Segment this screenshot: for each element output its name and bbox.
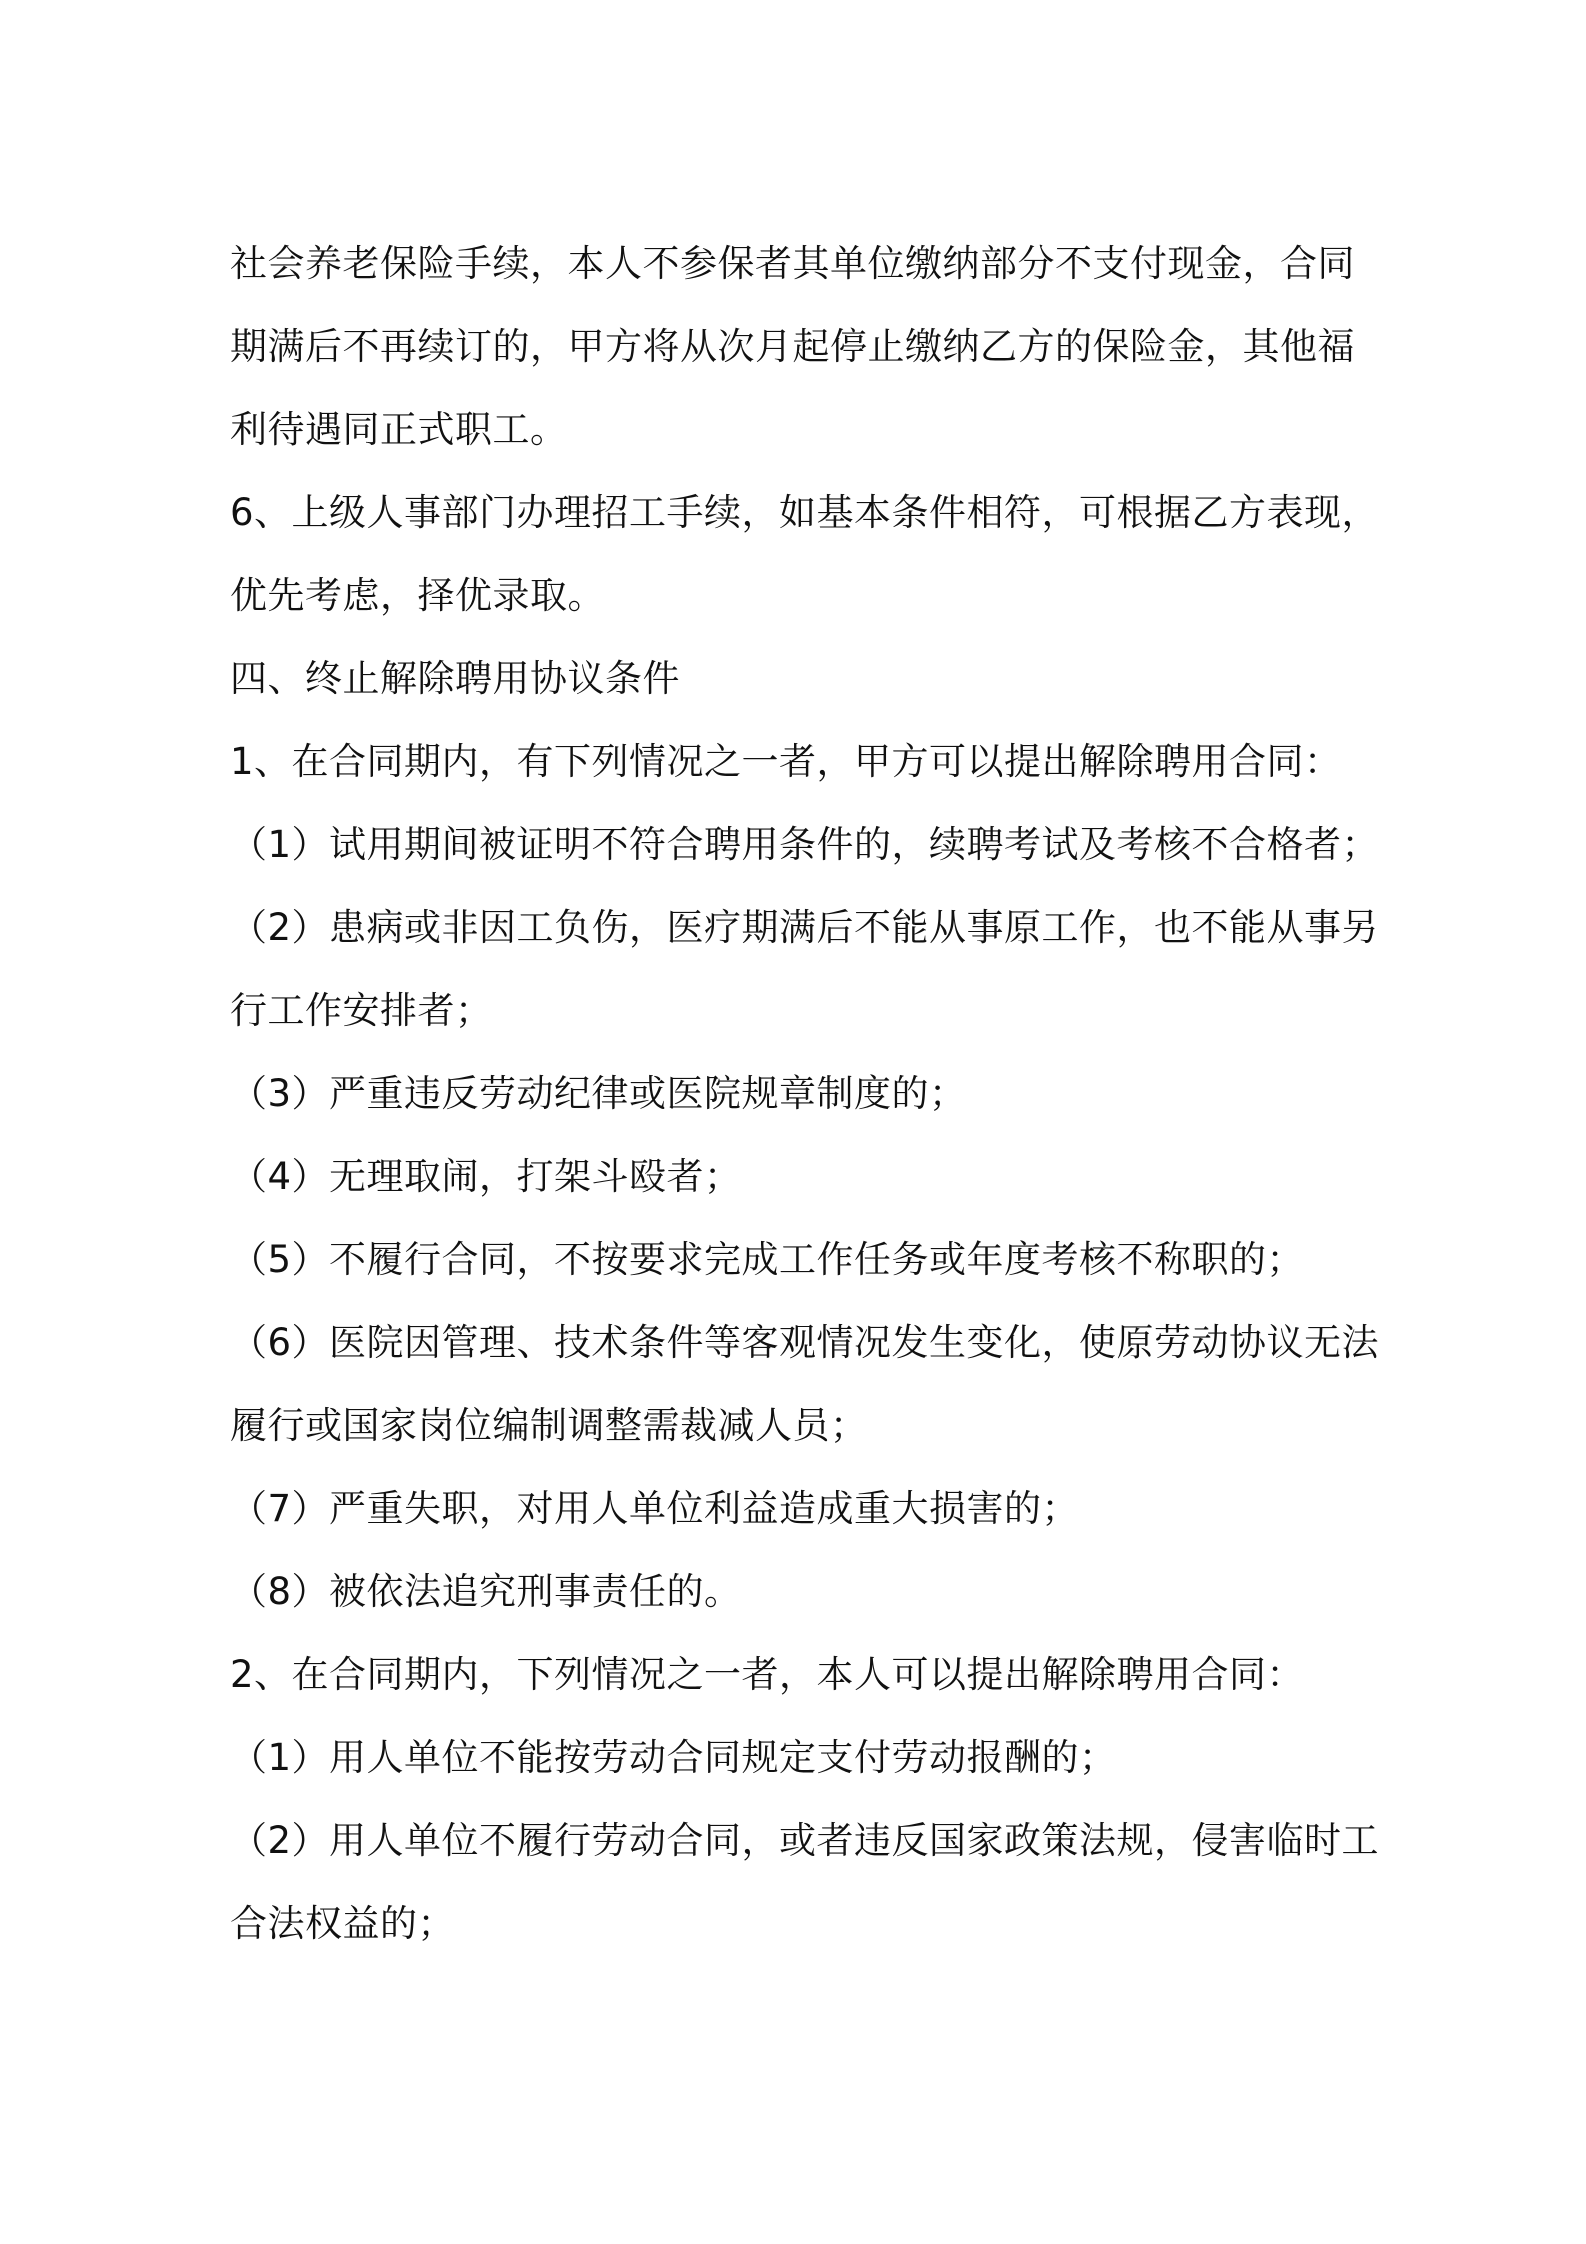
text-line: 利待遇同正式职工。	[230, 408, 568, 451]
list-item: （3）严重违反劳动纪律或医院规章制度的；	[230, 1072, 967, 1115]
list-item: （1）用人单位不能按劳动合同规定支付劳动报酬的；	[230, 1736, 1117, 1779]
list-item: （8）被依法追究刑事责任的。	[230, 1570, 742, 1613]
text-line: 期满后不再续订的，甲方将从次月起停止缴纳乙方的保险金，其他福	[230, 325, 1355, 368]
list-item: （1）试用期间被证明不符合聘用条件的，续聘考试及考核不合格者；	[230, 823, 1380, 866]
text-line: 2、在合同期内，下列情况之一者，本人可以提出解除聘用合同：	[230, 1653, 1305, 1696]
text-line: 优先考虑，择优录取。	[230, 574, 605, 617]
list-item: （5）不履行合同，不按要求完成工作任务或年度考核不称职的；	[230, 1238, 1305, 1281]
text-line: 合法权益的；	[230, 1902, 455, 1945]
text-line: 1、在合同期内，有下列情况之一者，甲方可以提出解除聘用合同：	[230, 740, 1342, 783]
section-heading: 四、终止解除聘用协议条件	[230, 657, 680, 700]
list-item: （2）用人单位不履行劳动合同，或者违反国家政策法规，侵害临时工	[230, 1819, 1380, 1862]
list-item: （7）严重失职，对用人单位利益造成重大损害的；	[230, 1487, 1080, 1530]
list-item: （6）医院因管理、技术条件等客观情况发生变化，使原劳动协议无法	[230, 1321, 1380, 1364]
text-line: 履行或国家岗位编制调整需裁减人员；	[230, 1404, 868, 1447]
text-line: 社会养老保险手续，本人不参保者其单位缴纳部分不支付现金，合同	[230, 242, 1355, 285]
list-item: （2）患病或非因工负伤，医疗期满后不能从事原工作，也不能从事另	[230, 906, 1380, 949]
text-line: 6、上级人事部门办理招工手续，如基本条件相符，可根据乙方表现，	[230, 491, 1380, 534]
list-item: （4）无理取闹，打架斗殴者；	[230, 1155, 742, 1198]
text-line: 行工作安排者；	[230, 989, 493, 1032]
